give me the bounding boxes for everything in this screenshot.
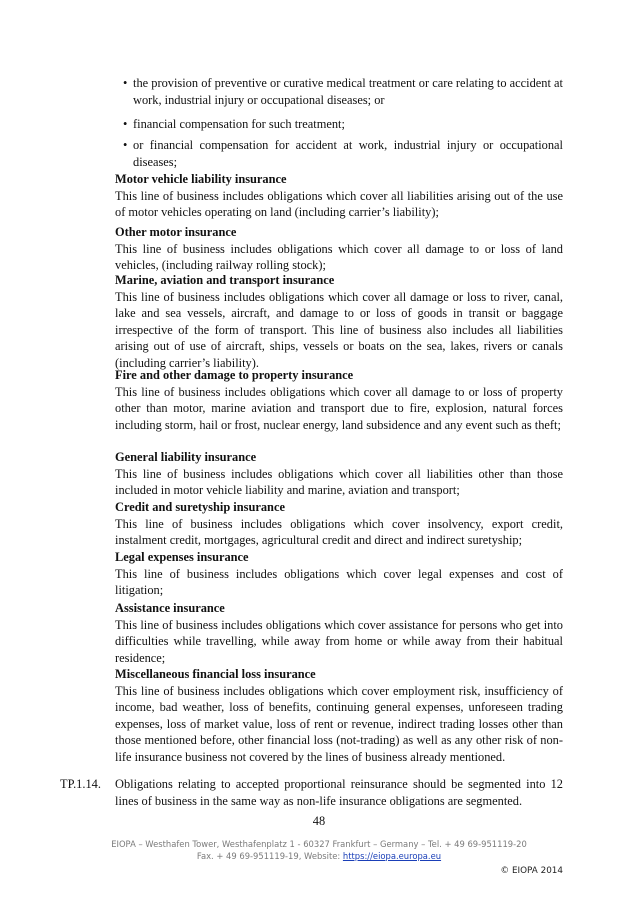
bullet-item <box>115 116 563 133</box>
section-heading: Other motor insurance <box>115 225 237 239</box>
section-other-motor <box>115 224 563 274</box>
section-body: This line of business includes obligations which cover all damage to or loss of property other than motor, marine aviation and transport due to fire, explosion, natural forces including storm, hail or frost, nuclear energy, land subsidence and any event such as theft; <box>115 384 563 432</box>
section-body: This line of business includes obligations which cover legal expenses and cost of litigation; <box>115 566 563 597</box>
section-heading: Motor vehicle liability insurance <box>115 172 287 186</box>
section-legal-expenses <box>115 549 563 599</box>
page-number: 48 <box>312 814 326 828</box>
bullet-text: financial compensation for such treatment; <box>133 117 345 131</box>
tp-paragraph <box>60 776 563 809</box>
section-general-liability <box>115 449 563 499</box>
section-marine-aviation-transport <box>115 272 563 371</box>
section-body: This line of business includes obligations which cover all damage to or loss of land vehicles, (including railway rolling stock); <box>115 241 563 272</box>
bullet-glyph: • <box>123 138 128 152</box>
bullet-item <box>115 75 563 108</box>
footer-contact <box>0 850 638 862</box>
bullet-text: or financial compensation for accident at work, industrial injury or occupational diseases; <box>133 138 563 169</box>
section-heading: General liability insurance <box>115 450 257 464</box>
website-link[interactable]: https://eiopa.europa.eu <box>342 851 442 861</box>
copyright: © EIOPA 2014 <box>500 866 563 876</box>
section-heading: Credit and suretyship insurance <box>115 500 285 514</box>
section-fire-property <box>115 367 563 433</box>
section-body: This line of business includes obligations which cover all liabilities arising out of the use of motor vehicles operating on land (including carrier’s liability); <box>115 188 563 219</box>
bullet-text: the provision of preventive or curative medical treatment or care relating to accident at work, industrial injury or occupational diseases; or <box>133 76 563 107</box>
section-body: This line of business includes obligations which cover assistance for persons who get into difficulties while travelling, while away from home or while away from their habitual residence; <box>115 617 563 665</box>
section-misc-financial-loss <box>115 666 563 765</box>
tp-number: TP.1.14. <box>60 777 101 791</box>
bullet-glyph: • <box>123 76 128 90</box>
section-motor-vehicle-liability <box>115 171 563 221</box>
section-body: This line of business includes obligations which cover insolvency, export credit, instalment credit, mortgages, agricultural credit and direct and indirect suretyship; <box>115 516 563 547</box>
bullet-item <box>115 137 563 170</box>
page-footer <box>0 838 638 862</box>
footer-address: EIOPA – Westhafen Tower, Westhafenplatz 1 - 60327 Frankfurt – Germany – Tel. + 49 69-951119-20 <box>111 839 527 849</box>
section-credit-suretyship <box>115 499 563 549</box>
section-heading: Legal expenses insurance <box>115 550 249 564</box>
footer-fax: Fax. + 49 69-951119-19, Website: <box>196 851 343 861</box>
section-heading: Fire and other damage to property insurance <box>115 368 354 382</box>
section-heading: Assistance insurance <box>115 601 225 615</box>
section-body: This line of business includes obligations which cover employment risk, insufficiency of income, bad weather, loss of benefits, continuing general expenses, unforeseen trading expenses, loss of market value, loss of rent or revenue, indirect trading losses other than those mentioned before, other financial loss (not-trading) as well as any other risk of non-life insurance business not covered by the lines of business already mentioned. <box>115 683 563 764</box>
section-assistance <box>115 600 563 666</box>
section-heading: Miscellaneous financial loss insurance <box>115 667 316 681</box>
bullet-glyph: • <box>123 117 128 131</box>
tp-text: Obligations relating to accepted proportional reinsurance should be segmented into 12 lines of business in the same way as non-life insurance obligations are segmented. <box>115 777 563 808</box>
section-body: This line of business includes obligations which cover all damage or loss to river, canal, lake and sea vessels, aircraft, and damage to or loss of goods in transit or baggage irrespective of the form of transport. This line of business also includes all liabilities arising out of use of aircraft, ships, vessels or boats on the sea, lakes, rivers or canals (including carrier’s liability). <box>115 289 563 370</box>
section-heading: Marine, aviation and transport insurance <box>115 273 335 287</box>
section-body: This line of business includes obligations which cover all liabilities other than those included in motor vehicle liability and marine, aviation and transport; <box>115 466 563 497</box>
